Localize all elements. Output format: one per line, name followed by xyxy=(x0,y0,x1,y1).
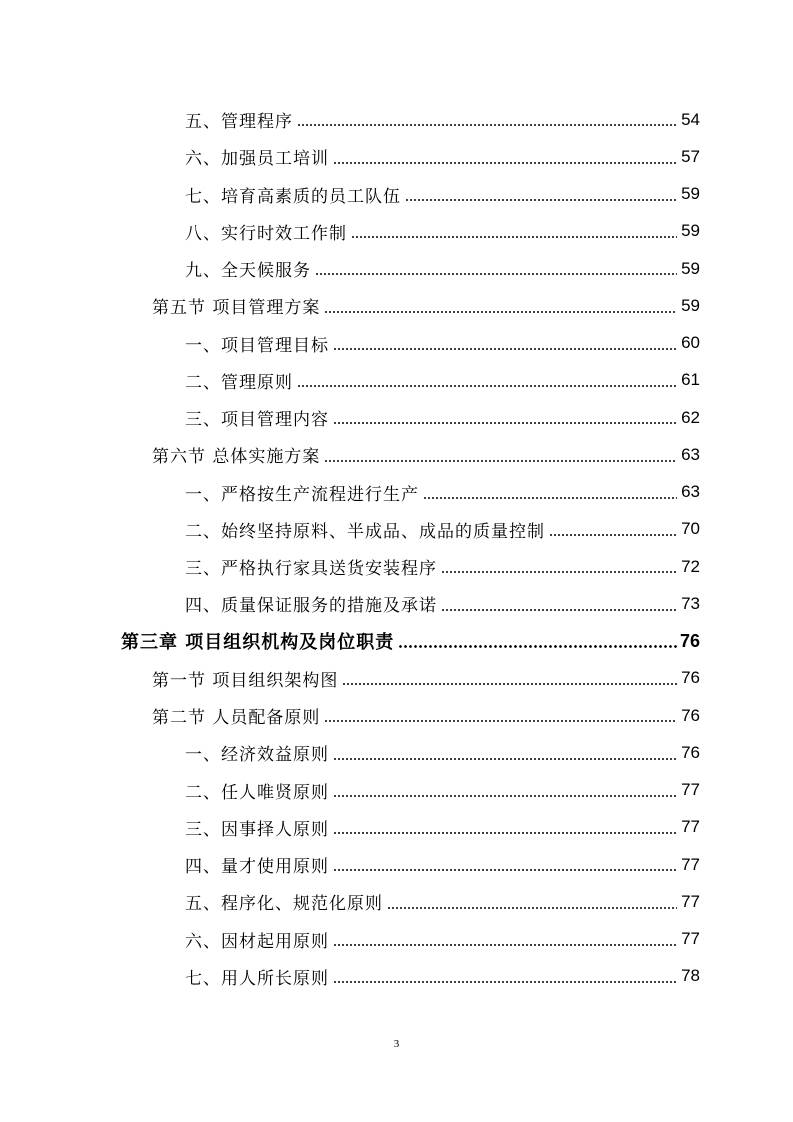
toc-entry-page-number: 59 xyxy=(681,221,700,241)
toc-item-entry[interactable] xyxy=(0,548,793,585)
toc-entry-page-number: 70 xyxy=(681,519,700,539)
toc-dot-leader xyxy=(333,869,677,871)
toc-entry-label: 第一节 项目组织架构图 xyxy=(152,670,339,691)
toc-dot-leader xyxy=(342,683,677,685)
toc-item-entry[interactable] xyxy=(0,101,793,138)
table-of-contents xyxy=(0,101,793,995)
toc-entry-label: 第六节 总体实施方案 xyxy=(152,447,321,468)
page-number: 3 xyxy=(393,1038,400,1050)
toc-item-entry[interactable] xyxy=(0,585,793,622)
toc-item-entry[interactable] xyxy=(0,958,793,995)
toc-entry-label: 第五节 项目管理方案 xyxy=(152,298,321,319)
toc-dot-leader xyxy=(398,645,677,648)
toc-entry-page-number: 77 xyxy=(681,817,700,837)
toc-entry-page-number: 77 xyxy=(681,780,700,800)
toc-entry-label: 八、实行时效工作制 xyxy=(185,223,347,244)
toc-entry-page-number: 54 xyxy=(681,109,700,129)
toc-entry-label: 七、用人所长原则 xyxy=(185,968,329,989)
toc-entry-label: 一、项目管理目标 xyxy=(185,335,329,356)
toc-entry-label: 一、经济效益原则 xyxy=(185,745,329,766)
toc-entry-label: 三、严格执行家具送货安装程序 xyxy=(185,559,437,580)
toc-entry-page-number: 57 xyxy=(681,146,700,166)
toc-dot-leader xyxy=(297,124,677,126)
toc-entry-label: 九、全天候服务 xyxy=(185,261,311,282)
toc-dot-leader xyxy=(405,199,677,201)
toc-entry-page-number: 76 xyxy=(679,630,700,651)
toc-entry-page-number: 77 xyxy=(681,854,700,874)
toc-item-entry[interactable] xyxy=(0,921,793,958)
toc-entry-label: 一、严格按生产流程进行生产 xyxy=(185,484,419,505)
toc-entry-label: 六、加强员工培训 xyxy=(185,149,329,170)
toc-item-entry[interactable] xyxy=(0,846,793,883)
toc-dot-leader xyxy=(423,497,677,499)
toc-dot-leader xyxy=(324,311,677,313)
toc-entry-label: 二、任人唯贤原则 xyxy=(185,782,329,803)
toc-entry-page-number: 76 xyxy=(681,742,700,762)
toc-section-entry[interactable] xyxy=(0,697,793,734)
toc-entry-page-number: 60 xyxy=(681,333,700,353)
toc-entry-page-number: 61 xyxy=(681,370,700,390)
toc-entry-page-number: 76 xyxy=(681,668,700,688)
toc-dot-leader xyxy=(324,720,677,722)
toc-entry-page-number: 59 xyxy=(681,258,700,278)
toc-entry-page-number: 62 xyxy=(681,407,700,427)
toc-entry-page-number: 77 xyxy=(681,929,700,949)
toc-item-entry[interactable] xyxy=(0,325,793,362)
toc-entry-label: 四、量才使用原则 xyxy=(185,857,329,878)
toc-item-entry[interactable] xyxy=(0,883,793,920)
toc-item-entry[interactable] xyxy=(0,734,793,771)
toc-item-entry[interactable] xyxy=(0,138,793,175)
toc-item-entry[interactable] xyxy=(0,772,793,809)
toc-dot-leader xyxy=(333,758,677,760)
toc-dot-leader xyxy=(333,795,677,797)
toc-entry-page-number: 76 xyxy=(681,705,700,725)
toc-entry-page-number: 78 xyxy=(681,966,700,986)
toc-dot-leader xyxy=(441,571,677,573)
toc-item-entry[interactable] xyxy=(0,176,793,213)
toc-item-entry[interactable] xyxy=(0,511,793,548)
toc-entry-label: 四、质量保证服务的措施及承诺 xyxy=(185,596,437,617)
toc-item-entry[interactable] xyxy=(0,362,793,399)
toc-entry-label: 六、因材起用原则 xyxy=(185,931,329,952)
toc-chapter-entry[interactable] xyxy=(0,623,793,660)
toc-entry-label: 五、程序化、规范化原则 xyxy=(185,894,383,915)
toc-dot-leader xyxy=(333,422,677,424)
toc-entry-page-number: 59 xyxy=(681,184,700,204)
toc-dot-leader xyxy=(387,907,677,909)
toc-entry-label: 二、管理原则 xyxy=(185,372,293,393)
toc-entry-label: 二、始终坚持原料、半成品、成品的质量控制 xyxy=(185,521,545,542)
toc-entry-label: 三、因事择人原则 xyxy=(185,819,329,840)
toc-item-entry[interactable] xyxy=(0,474,793,511)
toc-entry-page-number: 63 xyxy=(681,444,700,464)
toc-entry-page-number: 77 xyxy=(681,891,700,911)
toc-item-entry[interactable] xyxy=(0,809,793,846)
toc-section-entry[interactable] xyxy=(0,660,793,697)
toc-dot-leader xyxy=(333,981,677,983)
toc-section-entry[interactable] xyxy=(0,287,793,324)
toc-dot-leader xyxy=(333,832,677,834)
toc-dot-leader xyxy=(549,534,677,536)
toc-dot-leader xyxy=(315,273,677,275)
toc-dot-leader xyxy=(441,609,677,611)
toc-dot-leader xyxy=(297,385,677,387)
toc-section-entry[interactable] xyxy=(0,436,793,473)
toc-entry-page-number: 73 xyxy=(681,593,700,613)
toc-dot-leader xyxy=(351,236,677,238)
toc-dot-leader xyxy=(333,348,677,350)
toc-entry-label: 五、管理程序 xyxy=(185,112,293,133)
toc-item-entry[interactable] xyxy=(0,399,793,436)
toc-entry-page-number: 63 xyxy=(681,482,700,502)
toc-entry-label: 七、培育高素质的员工队伍 xyxy=(185,186,401,207)
toc-entry-label: 第二节 人员配备原则 xyxy=(152,708,321,729)
toc-entry-page-number: 59 xyxy=(681,295,700,315)
toc-entry-label: 三、项目管理内容 xyxy=(185,410,329,431)
toc-dot-leader xyxy=(324,460,677,462)
toc-entry-label: 第三章 项目组织机构及岗位职责 xyxy=(121,632,395,654)
toc-dot-leader xyxy=(333,944,677,946)
toc-item-entry[interactable] xyxy=(0,213,793,250)
toc-item-entry[interactable] xyxy=(0,250,793,287)
toc-dot-leader xyxy=(333,162,677,164)
toc-entry-page-number: 72 xyxy=(681,556,700,576)
